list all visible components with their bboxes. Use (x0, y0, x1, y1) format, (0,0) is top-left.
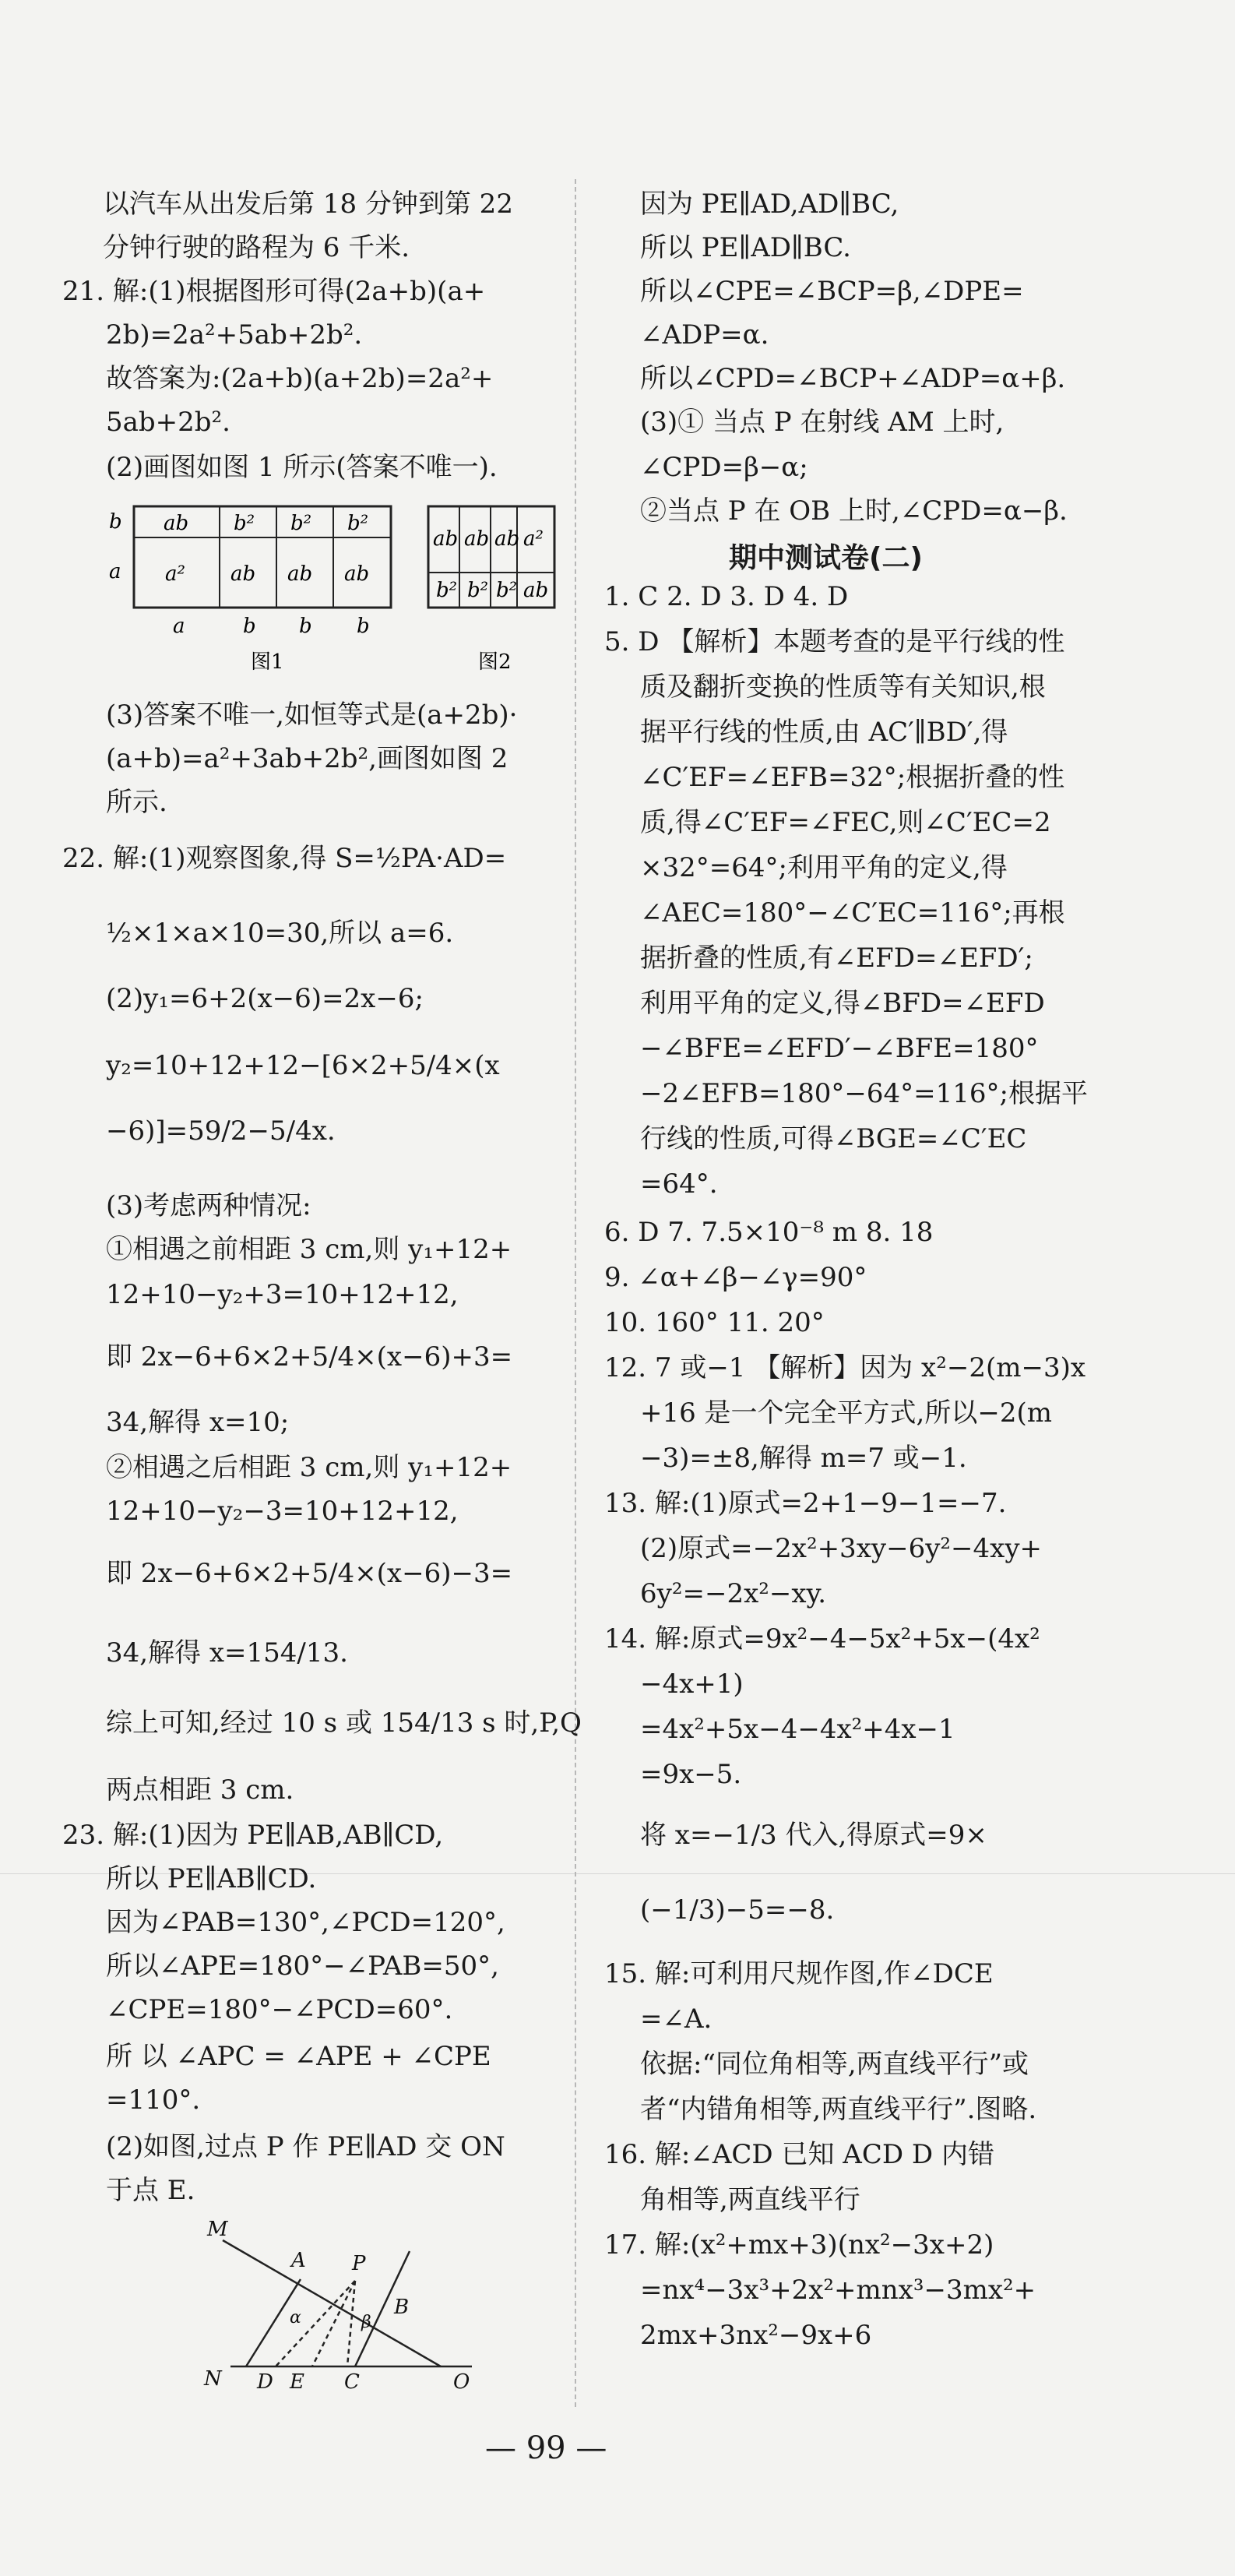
q15-line: 15. 解:可利用尺规作图,作∠DCE (604, 1958, 994, 1989)
text-line: (3)答案不唯一,如恒等式是(a+2b)· (106, 700, 518, 731)
answers-line: 9. ∠α+∠β−∠γ=90° (604, 1262, 867, 1293)
text-line: 所以∠CPD=∠BCP+∠ADP=α+β. (640, 363, 1066, 394)
fig1-row-label: b (109, 510, 122, 534)
geometry-figure (199, 2212, 526, 2399)
answers-line: 10. 160° 11. 20° (604, 1307, 825, 1338)
text-line: (−1/3)−5=−8. (640, 1894, 835, 1926)
answers-line: 6. D 7. 7.5×10⁻⁸ m 8. 18 (604, 1217, 934, 1248)
text-line: 所以 PE∥AD∥BC. (640, 232, 851, 263)
text-line: −3)=±8,解得 m=7 或−1. (640, 1443, 967, 1474)
text-line: =∠A. (640, 2003, 712, 2035)
q16-line: 16. 解:∠ACD 已知 ACD D 内错 (604, 2139, 994, 2170)
geo-label: β (361, 2313, 371, 2332)
q17-line: 17. 解:(x²+mx+3)(nx²−3x+2) (604, 2229, 994, 2261)
area-model-figures (103, 499, 570, 678)
q14-line: 14. 解:原式=9x²−4−5x²+5x−(4x² (604, 1623, 1040, 1654)
text-line: ②当点 P 在 OB 上时,∠CPD=α−β. (640, 495, 1068, 527)
fig2-cell: b² (467, 579, 489, 602)
text-line: 因为 PE∥AD,AD∥BC, (640, 189, 899, 220)
text-line: 12+10−y₂−3=10+12+12, (106, 1496, 459, 1527)
text-line: 利用平角的定义,得∠BFD=∠EFD (640, 988, 1045, 1019)
column-divider (575, 179, 576, 2407)
geo-label: α (290, 2308, 301, 2328)
fig1-cell: ab (287, 562, 313, 586)
q5-line: 5. D 【解析】本题考查的是平行线的性 (604, 626, 1065, 657)
text-line: 12+10−y₂+3=10+12+12, (106, 1279, 459, 1310)
text-line: 所 以 ∠APC = ∠APE + ∠CPE (106, 2041, 491, 2072)
text-line: 6y²=−2x²−xy. (640, 1578, 827, 1609)
text-line: 于点 E. (106, 2175, 195, 2206)
fig1-cell: b² (234, 512, 255, 535)
text-line: =9x−5. (640, 1759, 742, 1790)
geo-label: P (352, 2252, 366, 2275)
text-line: 所以 PE∥AB∥CD. (106, 1863, 317, 1894)
text-line: 据平行线的性质,由 AC′∥BD′,得 (640, 717, 1008, 748)
text-line: −4x+1) (640, 1669, 744, 1700)
answers-line: 1. C 2. D 3. D 4. D (604, 581, 849, 612)
text-line: 以汽车从出发后第 18 分钟到第 22 (103, 189, 513, 220)
text-line: ∠C′EF=∠EFB=32°;根据折叠的性 (640, 762, 1065, 793)
text-line: =nx⁴−3x³+2x²+mnx³−3mx²+ (640, 2275, 1036, 2306)
text-line: 2mx+3nx²−9x+6 (640, 2320, 872, 2351)
q12-line: 12. 7 或−1 【解析】因为 x²−2(m−3)x (604, 1352, 1086, 1383)
text-line: 综上可知,经过 10 s 或 154/13 s 时,P,Q (106, 1707, 582, 1739)
text-line: 即 2x−6+6×2+5/4×(x−6)−3= (106, 1558, 513, 1589)
text-line: 分钟行驶的路程为 6 千米. (103, 232, 410, 263)
fig1-row-label: a (109, 560, 121, 583)
text-line: (2)y₁=6+2(x−6)=2x−6; (106, 983, 424, 1014)
fig1-cell: a² (165, 562, 185, 586)
geo-label: D (257, 2370, 273, 2394)
text-line: 故答案为:(2a+b)(a+2b)=2a²+ (106, 363, 494, 394)
text-line: (2)如图,过点 P 作 PE∥AD 交 ON (106, 2131, 505, 2162)
text-line: ∠AEC=180°−∠C′EC=116°;再根 (640, 897, 1065, 929)
text-line: 将 x=−1/3 代入,得原式=9× (640, 1820, 987, 1851)
text-line: (3)考虑两种情况: (106, 1190, 311, 1221)
text-line: 行线的性质,可得∠BGE=∠C′EC (640, 1123, 1027, 1154)
text-line: 所以∠CPE=∠BCP=β,∠DPE= (640, 276, 1024, 307)
text-line: =110°. (106, 2084, 201, 2116)
fig2-cell: a² (523, 527, 544, 551)
q22-line: 22. 解:(1)观察图象,得 S=½PA·AD= (62, 843, 507, 874)
text-line: 者“内错角相等,两直线平行”.图略. (640, 2094, 1037, 2125)
text-line: 据折叠的性质,有∠EFD=∠EFD′; (640, 943, 1033, 974)
text-line: 因为∠PAB=130°,∠PCD=120°, (106, 1907, 505, 1938)
text-line: ×32°=64°;利用平角的定义,得 (640, 852, 1008, 883)
section-title: 期中测试卷(二) (729, 542, 923, 574)
text-line: −∠BFE=∠EFD′−∠BFE=180° (640, 1033, 1039, 1064)
text-line: 所示. (106, 787, 167, 818)
fig1-cell: ab (164, 512, 189, 535)
text-line: +16 是一个完全平方式,所以−2(m (640, 1397, 1052, 1429)
text-line: y₂=10+12+12−[6×2+5/4×(x (106, 1050, 500, 1081)
q13-line: 13. 解:(1)原式=2+1−9−1=−7. (604, 1488, 1007, 1519)
fig1-col-label: b (299, 615, 312, 638)
q21-line: 21. 解:(1)根据图形可得(2a+b)(a+ (62, 276, 486, 307)
geo-label: A (291, 2249, 306, 2272)
fig1-cell: ab (230, 562, 256, 586)
text-line: =4x²+5x−4−4x²+4x−1 (640, 1714, 955, 1745)
fig1-cell: b² (290, 512, 312, 535)
geo-label: O (453, 2370, 470, 2394)
fig1-caption: 图1 (251, 650, 284, 674)
text-line: 34,解得 x=10; (106, 1407, 290, 1438)
fig1-col-label: a (173, 615, 185, 638)
text-line: ∠CPE=180°−∠PCD=60°. (106, 1994, 453, 2025)
fig2-cell: ab (523, 579, 549, 602)
text-line: 质及翻折变换的性质等有关知识,根 (640, 671, 1046, 703)
fig2-cell: b² (436, 579, 458, 602)
geo-label: N (204, 2367, 222, 2391)
text-line: ½×1×a×10=30,所以 a=6. (106, 918, 454, 949)
figure-2 (428, 506, 554, 674)
text-line: 角相等,两直线平行 (640, 2184, 860, 2215)
text-line: ∠CPD=β−α; (640, 452, 808, 483)
fig2-cell: ab (464, 527, 490, 551)
text-line: =64°. (640, 1168, 718, 1200)
text-line: −2∠EFB=180°−64°=116°;根据平 (640, 1078, 1088, 1109)
fig2-cell: ab (494, 527, 520, 551)
fig2-cell: ab (433, 527, 459, 551)
text-line: 5ab+2b². (106, 407, 230, 438)
geo-label: C (344, 2370, 360, 2394)
text-line: 即 2x−6+6×2+5/4×(x−6)+3= (106, 1341, 513, 1373)
text-line: ∠ADP=α. (640, 319, 769, 351)
text-line: ①相遇之前相距 3 cm,则 y₁+12+ (106, 1234, 512, 1265)
fig1-col-label: b (357, 615, 370, 638)
fig2-cell: b² (496, 579, 518, 602)
text-line: 所以∠APE=180°−∠PAB=50°, (106, 1951, 499, 1982)
text-line: 两点相距 3 cm. (106, 1774, 294, 1806)
geo-label: M (207, 2218, 228, 2241)
text-line: (2)原式=−2x²+3xy−6y²−4xy+ (640, 1533, 1043, 1564)
figure-1 (109, 506, 391, 674)
geo-label: B (394, 2296, 410, 2319)
text-line: −6)]=59/2−5/4x. (106, 1115, 336, 1147)
text-line: (3)① 当点 P 在射线 AM 上时, (640, 407, 1005, 438)
text-line: 质,得∠C′EF=∠FEC,则∠C′EC=2 (640, 807, 1051, 838)
fig1-cell: ab (344, 562, 370, 586)
page-number: — 99 — (485, 2430, 607, 2466)
text-line: 34,解得 x=154/13. (106, 1637, 348, 1669)
text-line: ②相遇之后相距 3 cm,则 y₁+12+ (106, 1452, 512, 1483)
text-line: (2)画图如图 1 所示(答案不唯一). (106, 452, 498, 483)
geo-label: E (290, 2370, 304, 2394)
fig1-col-label: b (243, 615, 256, 638)
text-line: 依据:“同位角相等,两直线平行”或 (640, 2049, 1029, 2080)
fig1-cell: b² (347, 512, 369, 535)
q23-line: 23. 解:(1)因为 PE∥AB,AB∥CD, (62, 1820, 444, 1851)
fig2-caption: 图2 (478, 650, 512, 674)
text-line: 2b)=2a²+5ab+2b². (106, 319, 363, 351)
text-line: (a+b)=a²+3ab+2b²,画图如图 2 (106, 743, 508, 774)
